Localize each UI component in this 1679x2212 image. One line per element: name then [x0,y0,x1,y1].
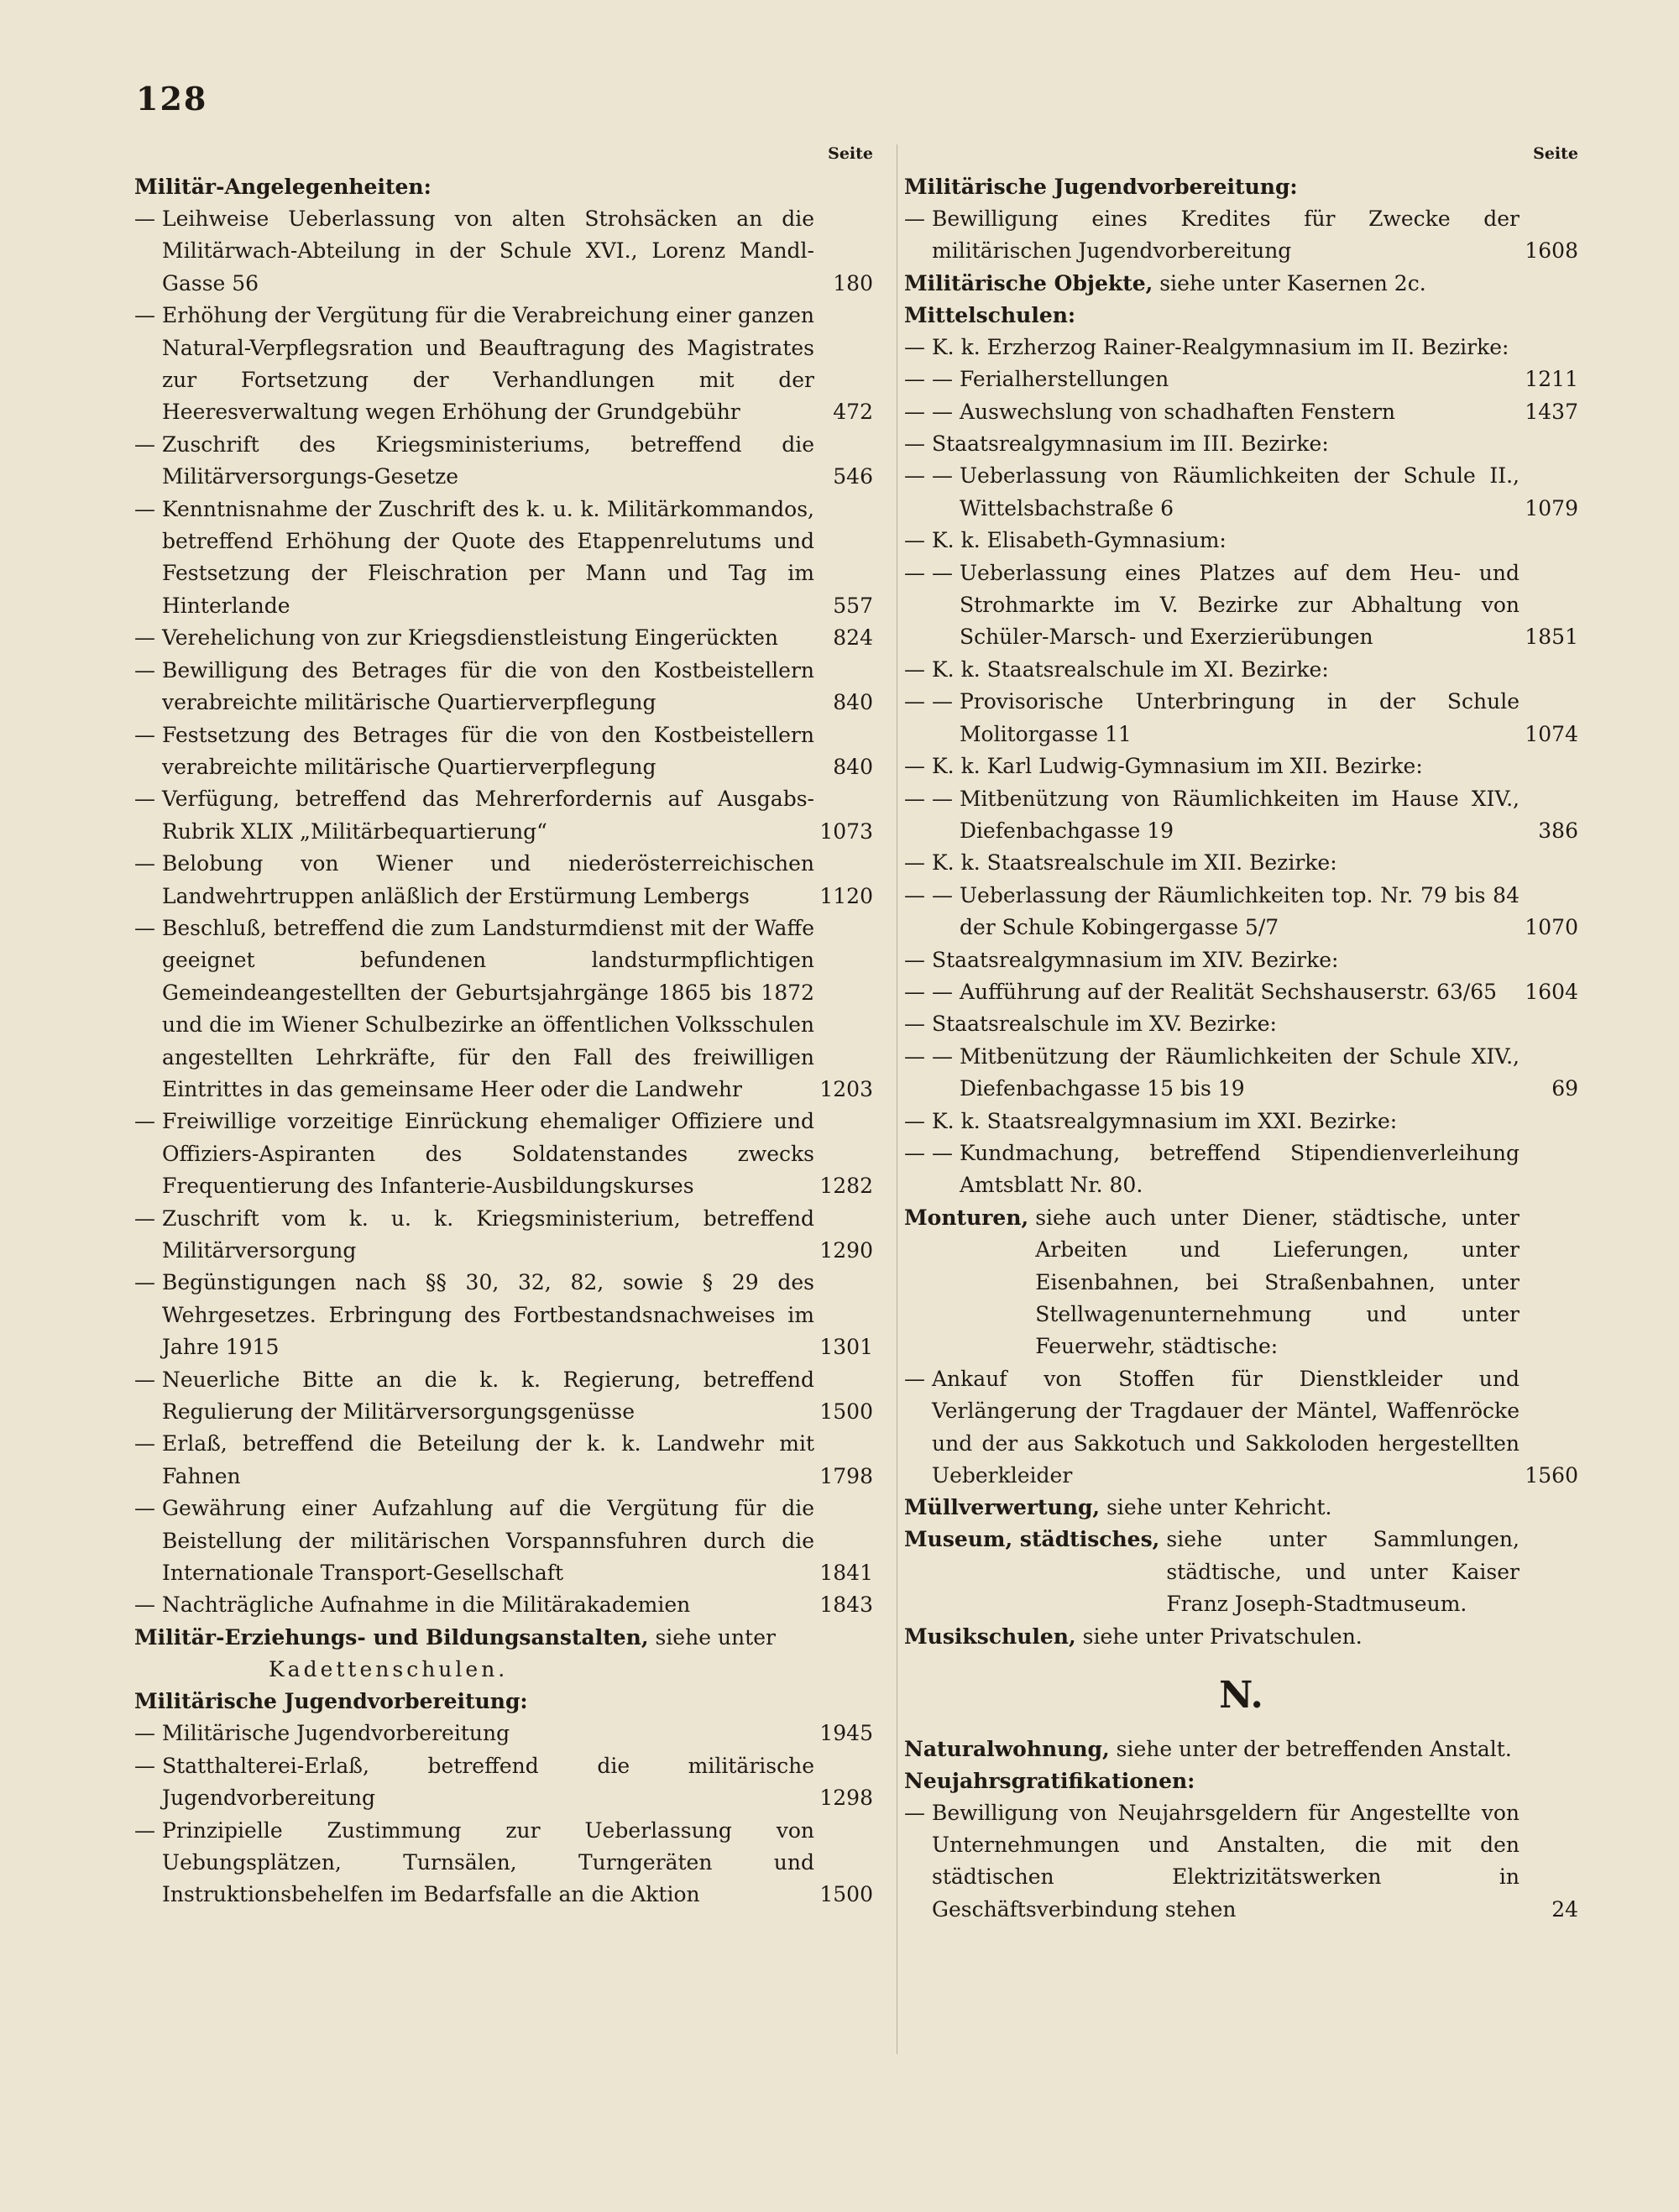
index-entry [904,686,1578,750]
entry-dash: — [134,851,155,876]
entry-dash: — [134,657,155,682]
index-entry [134,1428,873,1493]
entry-dash: — — [904,786,953,811]
entry-page-number: 1301 [819,1335,873,1360]
right-column [904,144,1578,1926]
entry-page-number: 1560 [1525,1463,1578,1488]
entry-page-number: 472 [833,400,873,425]
entry-dash: — [134,1753,155,1778]
entry-dash: Museum, städtisches, [904,1527,1160,1552]
entry-dash: — [134,1205,155,1231]
entry-text: Ueberlassung von Räumlichkeiten der Schule II., Wittelsbachstraße 6 [959,463,1519,520]
index-heading [904,1734,1578,1765]
index-entry [134,1718,873,1749]
entry-dash: — — [904,882,953,907]
entry-page-number: 1500 [819,1882,873,1907]
entry-page-number: 69 [1551,1076,1578,1101]
entry-text: Neuerliche Bitte an die k. k. Regierung, betreffend Regulierung der Militärversorgungsgenüsse [162,1367,814,1425]
entry-page-number: 1608 [1525,238,1578,264]
index-heading [134,171,873,203]
entry-page-number: 1290 [819,1238,873,1263]
index-entry [134,1364,873,1429]
entry-text: Begünstigungen nach §§ 30, 32, 82, sowie § 29 des Wehrgesetzes. Erbringung des Fortbestandsnachweises im Jahre 1915 [162,1270,814,1360]
left-column [134,144,873,1911]
entry-page-number: 1203 [819,1076,873,1101]
entry-page-number: 1841 [819,1561,873,1586]
entry-text: Auswechslung von schadhaften Fenstern [959,399,1396,424]
heading-keyword: Müllverwertung, [904,1495,1101,1520]
entry-text: Gewährung einer Aufzahlung auf die Vergütung für die Beistellung der militärischen Vorspannsfuhren durch die Internationale Transport-Gesellschaft [162,1496,814,1586]
index-entry [134,1106,873,1202]
entry-page-number: 1798 [819,1463,873,1488]
entry-page-number: 1500 [819,1399,873,1425]
entry-dash: — [904,207,925,231]
index-heading [904,1765,1578,1797]
index-entry [134,429,873,494]
entry-dash: — K. [904,528,955,553]
entry-text: siehe auch unter Diener, städtische, unter Arbeiten und Lieferungen, unter Eisenbahnen, bei Straßenbahnen, unter Stellwagenunternehmung und unter Feuerwehr, städtische: [1035,1205,1519,1359]
index-heading [134,1686,873,1718]
index-entry [904,332,1578,363]
entry-page-number: 180 [833,270,873,295]
entry-page-number: 1070 [1525,915,1578,940]
page-number: 128 [136,80,208,118]
section-letter: N. [1219,1673,1263,1717]
entry-text: Militärische Jugendvorbereitung [162,1721,510,1746]
entry-text: Staatsrealgymnasium im III. Bezirke: [932,431,1329,457]
entry-page-number: 840 [833,690,873,715]
entry-dash: — K. [904,656,955,682]
entry-text: Ferialherstellungen [959,367,1169,392]
entry-page-number: 386 [1538,818,1578,843]
index-continuation: Kadettenschulen. [269,1656,509,1681]
entry-text: Mitbenützung von Räumlichkeiten im Hause XIV., Diefenbachgasse 19 [959,786,1519,843]
index-entry [134,203,873,300]
index-entry [904,654,1578,686]
index-entry [134,848,873,913]
entry-dash: — [134,303,155,328]
heading-keyword: Neujahrsgratifikationen: [904,1768,1195,1793]
entry-page-number: 840 [833,754,873,779]
seite-label-right: Seite [1533,144,1578,163]
entry-text: Bewilligung von Neujahrsgeldern für Angestellte von Unternehmungen und Anstalten, die mit den städtischen Elektrizitätswerken in Geschäftsverbindung stehen [932,1800,1519,1922]
entry-dash: — [134,1496,155,1521]
entry-dash: — K. [904,1108,955,1133]
heading-keyword: Militärische Jugendvorbereitung: [904,175,1298,199]
entry-text: Staatsrealschule im XV. Bezirke: [932,1012,1277,1037]
heading-reference: siehe unter der betreffenden Anstalt. [1109,1736,1512,1761]
left-entries [134,171,873,1911]
entry-text: Statthalterei-Erlaß, betreffend die militärische Jugendvorbereitung [162,1753,814,1811]
index-entry [904,525,1578,557]
entry-page-number: 1120 [819,883,873,908]
index-entry [904,557,1578,654]
entry-text: Aufführung auf der Realität Sechshauserstr. 63/65 [959,979,1498,1004]
entry-page-number: 824 [833,625,873,651]
entry-page-number: 1604 [1525,979,1578,1004]
index-entry [904,1363,1578,1493]
heading-keyword: Militär-Angelegenheiten: [134,175,432,199]
index-entry [134,1750,873,1815]
index-entry [134,655,873,719]
index-entry [904,1137,1578,1202]
entry-text: siehe unter Sammlungen, städtische, und unter Kaiser Franz Joseph-Stadtmuseum. [1166,1527,1519,1617]
entry-text: Belobung von Wiener und niederösterreichischen Landwehrtruppen anläßlich der Erstürmung Lembergs [162,851,814,908]
entry-page-number: 1079 [1525,495,1578,520]
entry-text: Verfügung, betreffend das Mehrerfordernis auf Ausgabs-Rubrik XLIX „Militärbequartierung“ [162,787,814,844]
entry-page-number: 557 [833,593,873,618]
entry-dash: — — [904,560,953,585]
index-entry [904,1008,1578,1040]
index-entry [904,1797,1578,1927]
entry-text: Zuschrift des Kriegsministeriums, betreffend die Militärversorgungs-Gesetze [162,431,814,489]
index-entry [904,1041,1578,1106]
heading-reference: siehe unter Kasernen 2c. [1153,270,1426,295]
entry-dash: — [134,1431,155,1456]
entry-dash: — [134,625,155,651]
index-entry [134,1267,873,1363]
entry-text: Ueberlassung der Räumlichkeiten top. Nr. 79 bis 84 der Schule Kobingergasse 5/7 [959,882,1519,940]
heading-reference: siehe unter Kehricht. [1100,1495,1332,1520]
heading-keyword: Mittelschulen: [904,302,1076,327]
entry-dash: — [134,1817,155,1843]
entry-dash: — — [904,689,953,714]
index-entry [904,976,1578,1008]
index-entry [904,750,1578,782]
entry-dash: — [904,1366,925,1391]
entry-dash: — [134,787,155,812]
entry-text: Zuschrift vom k. u. k. Kriegsministerium, betreffend Militärversorgung [162,1205,814,1263]
index-entry [904,944,1578,976]
entry-text: Erhöhung der Vergütung für die Verabreichung einer ganzen Natural-Verpflegsration und Beauftragung des Magistrates zur Fortsetzung der Verhandlungen mit der Heeresverwaltung wegen Erhöhung der Grundgebühr [162,303,814,425]
index-entry [134,1203,873,1268]
entry-text: Prinzipielle Zustimmung zur Ueberlassung von Uebungsplätzen, Turnsälen, Turngeräten und Instruktionsbehelfen im Bedarfsfalle an die Aktion [162,1817,814,1907]
heading-reference: siehe unter Privatschulen. [1075,1624,1363,1649]
index-entry [904,1524,1578,1620]
index-entry [904,783,1578,848]
entry-dash: — [134,1109,155,1134]
index-entry [904,428,1578,460]
entry-page-number: 1437 [1525,399,1578,424]
seite-label-left: Seite [828,144,873,163]
index-entry [904,396,1578,428]
entry-dash: — [134,207,155,231]
index-entry [134,1815,873,1911]
heading-reference: siehe unter [648,1624,776,1650]
entry-dash: — — [904,1140,953,1165]
entry-dash: — — [904,367,953,392]
entry-dash: — — [904,399,953,424]
entry-text: Leihweise Ueberlassung von alten Strohsäcken an die Militärwach-Abteilung in der Schule XVI., Lorenz Mandl-Gasse 56 [162,207,814,295]
heading-keyword: Militärische Objekte, [904,270,1153,295]
index-heading [904,171,1578,203]
index-entry [904,1202,1578,1363]
entry-dash: — [904,431,925,457]
entry-page-number: 1074 [1525,721,1578,746]
index-entry [904,363,1578,395]
entry-page-number: 546 [833,464,873,489]
entry-dash: — [134,496,155,521]
entry-text: Freiwillige vorzeitige Einrückung ehemaliger Offiziere und Offiziers-Aspiranten des Soldatenstandes zwecks Frequentierung des Infanterie-Ausbildungskurses [162,1109,814,1199]
entry-text: Nachträgliche Aufnahme in die Militärakademien [162,1592,691,1618]
entry-dash: — [134,1592,155,1618]
index-entry [134,300,873,429]
entry-dash: — K. [904,334,955,359]
entry-dash: — [134,722,155,747]
entry-text: k. Staatsrealgymnasium im XXI. Bezirke: [960,1108,1398,1133]
right-entries [904,171,1578,1926]
entry-dash: — [134,1270,155,1295]
entry-dash: — — [904,1043,953,1069]
index-entry [134,719,873,784]
entry-text: k. Staatsrealschule im XI. Bezirke: [960,656,1329,682]
entry-dash: — K. [904,850,955,876]
index-heading [134,1622,873,1654]
entry-dash: — K. [904,754,955,779]
entry-text: Mitbenützung der Räumlichkeiten der Schule XIV., Diefenbachgasse 15 bis 19 [959,1043,1519,1101]
entry-page-number: 1298 [819,1786,873,1811]
entry-text: Ankauf von Stoffen für Dienstkleider und Verlängerung der Tragdauer der Mäntel, Waffenröcke und der aus Sakkotuch und Sakkoloden hergestellten Ueberkleider [932,1366,1519,1488]
heading-keyword: Musikschulen, [904,1624,1076,1649]
entry-dash: — [134,431,155,457]
entry-page-number: 1211 [1525,367,1578,392]
entry-text: Beschluß, betreffend die zum Landsturmdienst mit der Waffe geeignet befundenen landsturmpflichtigen Gemeindeangestellten der Geburtsjahrgänge 1865 bis 1872 und die im Wiener Schulbezirke an öffentlichen Volksschulen angestellten Lehrkräfte, für den Fall des freiwilligen Eintrittes in das gemeinsame Heer oder die Landwehr [162,915,814,1101]
index-entry [134,622,873,654]
entry-dash: Monturen, [904,1205,1029,1230]
entry-dash: — [134,915,155,940]
entry-text: Verehelichung von zur Kriegsdienstleistung Eingerückten [162,625,778,651]
entry-text: Erlaß, betreffend die Beteilung der k. k. Landwehr mit Fahnen [162,1431,814,1488]
entry-text: k. Staatsrealschule im XII. Bezirke: [960,850,1337,876]
entry-dash: — [904,1012,925,1037]
index-entry [904,880,1578,944]
index-heading [904,1621,1578,1653]
heading-keyword: Militär-Erziehungs- und Bildungsanstalten, [134,1624,649,1650]
entry-page-number: 24 [1551,1896,1578,1922]
entry-dash: — — [904,463,953,489]
entry-text: Kundmachung, betreffend Stipendienverleihung Amtsblatt Nr. 80. [959,1140,1519,1198]
entry-text: Staatsrealgymnasium im XIV. Bezirke: [932,947,1339,972]
entry-page-number: 1843 [819,1592,873,1618]
index-entry [134,783,873,848]
index-entry [134,1493,873,1589]
heading-keyword: Militärische Jugendvorbereitung: [134,1689,528,1714]
entry-text: Festsetzung des Betrages für die von den Kostbeistellern verabreichte militärische Quartierverpflegung [162,722,814,779]
index-heading [904,268,1578,300]
entry-text: Ueberlassung eines Platzes auf dem Heu- und Strohmarkte im V. Bezirke zur Abhaltung von Schüler-Marsch- und Exerzierübungen [959,560,1519,650]
entry-dash: — [904,947,925,972]
entry-dash: — [904,1800,925,1825]
entry-dash: — [134,1721,155,1746]
entry-text: k. Elisabeth-Gymnasium: [960,528,1227,553]
index-entry [134,1589,873,1621]
entry-text: Provisorische Unterbringung in der Schule Molitorgasse 11 [959,689,1519,746]
index-entry [134,494,873,623]
heading-keyword: Naturalwohnung, [904,1736,1110,1761]
entry-text: Kenntnisnahme der Zuschrift des k. u. k. Militärkommandos, betreffend Erhöhung der Quote des Etappenrelutums und Festsetzung der Fleischration per Mann und Tag im Hinterlande [162,496,814,618]
entry-dash: — [134,1367,155,1392]
index-entry [904,1106,1578,1137]
index-heading [904,300,1578,332]
entry-page-number: 1851 [1525,625,1578,650]
index-heading [904,1492,1578,1524]
index-entry [904,847,1578,879]
entry-text: Bewilligung des Betrages für die von den Kostbeistellern verabreichte militärische Quartierverpflegung [162,657,814,715]
entry-page-number: 1282 [819,1174,873,1199]
index-entry [904,203,1578,268]
entry-dash: — — [904,979,953,1004]
entry-page-number: 1945 [819,1721,873,1746]
index-entry [904,460,1578,525]
entry-page-number: 1073 [819,818,873,844]
entry-text: k. Erzherzog Rainer-Realgymnasium im II. Bezirke: [960,334,1509,359]
index-entry [134,913,873,1106]
entry-text: Bewilligung eines Kredites für Zwecke der militärischen Jugendvorbereitung [932,207,1519,264]
entry-text: k. Karl Ludwig-Gymnasium im XII. Bezirke: [960,754,1423,779]
